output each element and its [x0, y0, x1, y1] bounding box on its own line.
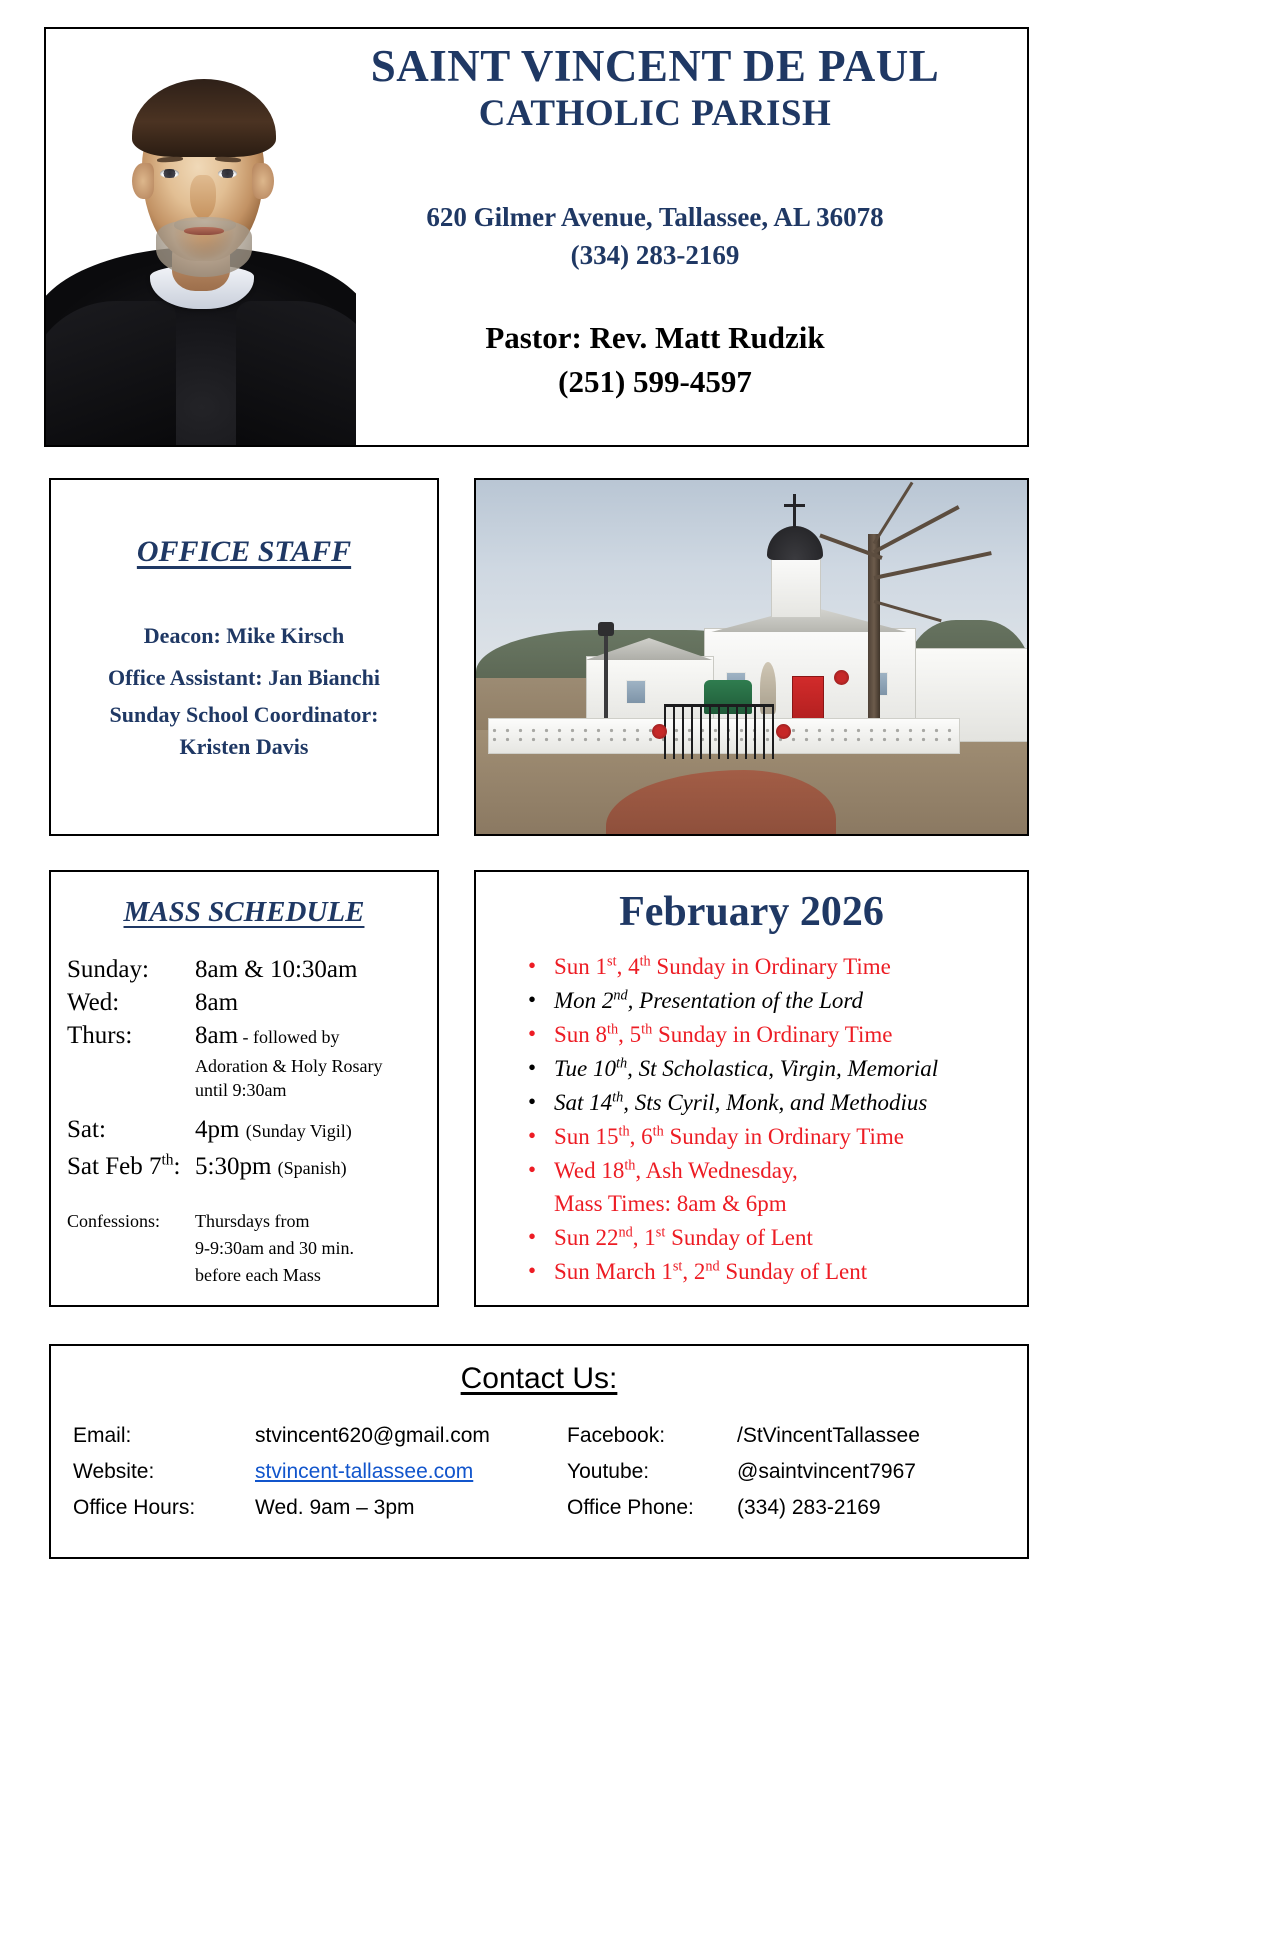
mass-label-saturday-spanish-colon: : — [173, 1153, 181, 1180]
contact-value: Wed. 9am – 3pm — [255, 1496, 415, 1519]
confessions-value — [195, 1208, 354, 1289]
monthly-calendar-panel — [474, 870, 1029, 1307]
calendar-event-ordinal: th — [612, 1089, 624, 1106]
contact-label: Office Phone: — [567, 1496, 694, 1519]
contact-label: Youtube: — [567, 1460, 650, 1483]
office-staff-list — [51, 615, 437, 763]
calendar-event-ordinal: nd — [618, 1224, 633, 1241]
calendar-event-ordinal: nd — [613, 987, 628, 1004]
mass-value-sunday: 8am & 10:30am — [195, 956, 358, 983]
calendar-event-ordinal: th — [618, 1123, 630, 1140]
calendar-event-date: Tue 10 — [554, 1056, 616, 1081]
calendar-event-item — [528, 1086, 1013, 1119]
calendar-event-text: , 6 — [629, 1124, 653, 1149]
contact-value: stvincent620@gmail.com — [255, 1424, 490, 1447]
confessions-row — [67, 1208, 437, 1289]
calendar-event-date: Sat 14 — [554, 1090, 613, 1115]
church-exterior-photo — [474, 478, 1029, 836]
calendar-event-date: Mon 2 — [554, 988, 614, 1013]
mass-value-saturday-spanish — [195, 1149, 347, 1186]
mass-label-saturday: Sat: — [67, 1116, 106, 1143]
contact-row — [567, 1490, 1005, 1526]
mass-label-saturday-spanish-date: Sat Feb 7 — [67, 1153, 162, 1180]
calendar-event-ordinal: th — [615, 1055, 628, 1072]
mass-thursday-sub1: Adoration & Holy Rosary — [195, 1056, 383, 1076]
calendar-event-ordinal: th — [624, 1157, 636, 1174]
staff-entry-deacon: Deacon: Mike Kirsch — [143, 623, 345, 648]
mass-schedule-heading: MASS SCHEDULE — [123, 896, 365, 928]
calendar-event-text: , 2 — [682, 1259, 706, 1284]
calendar-event-date: Wed 18 — [554, 1158, 625, 1183]
calendar-event-text: , Ash Wednesday, — [635, 1158, 798, 1183]
calendar-event-item — [528, 984, 1013, 1017]
mass-label-saturday-spanish — [67, 1149, 195, 1185]
confessions-line-3: before each Mass — [195, 1265, 321, 1285]
calendar-event-item — [528, 1018, 1013, 1051]
contact-row — [567, 1418, 1005, 1454]
mass-value-thursday — [195, 1019, 340, 1054]
contact-row — [73, 1418, 511, 1454]
mass-value-saturday-spanish-note: (Spanish) — [277, 1158, 347, 1178]
mass-row-sunday — [67, 953, 437, 986]
calendar-event-item — [528, 1154, 1013, 1220]
mass-value-saturday-note: (Sunday Vigil) — [245, 1121, 352, 1141]
parish-address: 620 Gilmer Avenue, Tallassee, AL 36078 — [426, 202, 884, 232]
calendar-event-text-2: Sunday in Ordinary Time — [650, 954, 891, 979]
calendar-event-subline: Mass Times: 8am & 6pm — [554, 1191, 787, 1216]
calendar-event-ordinal: st — [672, 1258, 683, 1275]
mass-schedule-rows — [51, 953, 437, 1289]
mass-row-thursday — [67, 1019, 437, 1054]
contact-label: Office Hours: — [73, 1496, 196, 1519]
mass-value-saturday — [195, 1112, 352, 1149]
mass-row-wednesday — [67, 986, 437, 1019]
calendar-month-title: February 2026 — [619, 889, 884, 935]
calendar-event-item — [528, 1221, 1013, 1254]
parish-phone: (334) 283-2169 — [570, 240, 740, 270]
mass-row-saturday — [67, 1112, 437, 1149]
mass-label-wednesday: Wed: — [67, 989, 120, 1016]
confessions-label: Confessions: — [67, 1211, 161, 1231]
contact-row — [567, 1454, 1005, 1490]
parish-name: SAINT VINCENT DE PAUL — [370, 41, 940, 91]
calendar-event-text: , 4 — [616, 954, 640, 979]
calendar-event-item — [528, 1255, 1013, 1288]
calendar-event-text: , St Scholastica, Virgin, Memorial — [627, 1056, 939, 1081]
mass-label-sunday: Sunday: — [67, 956, 149, 983]
staff-entry-sunday-school — [51, 699, 437, 763]
calendar-event-date: Sun 22 — [554, 1225, 619, 1250]
mass-value-wednesday: 8am — [195, 989, 239, 1016]
calendar-event-text-2: Sunday in Ordinary Time — [663, 1124, 904, 1149]
contact-value: (334) 283-2169 — [737, 1496, 881, 1519]
mass-label-thursday: Thurs: — [67, 1022, 133, 1049]
office-staff-heading: OFFICE STAFF — [136, 535, 352, 568]
pastor-phone: (251) 599-4597 — [558, 364, 752, 399]
calendar-event-ordinal-2: th — [641, 1021, 653, 1038]
calendar-event-date: Sun 1 — [554, 954, 608, 979]
calendar-event-date: Sun March 1 — [554, 1259, 673, 1284]
calendar-event-ordinal: st — [607, 953, 617, 970]
mass-label-saturday-spanish-sup: th — [161, 1151, 174, 1169]
calendar-event-item — [528, 1052, 1013, 1085]
calendar-event-date: Sun 8 — [554, 1022, 608, 1047]
contact-panel — [49, 1344, 1029, 1559]
staff-entry-office-assistant: Office Assistant: Jan Bianchi — [108, 665, 380, 690]
mass-row-saturday-spanish — [67, 1149, 437, 1186]
contact-label: Website: — [73, 1460, 155, 1483]
mass-value-thursday-note: - followed by — [238, 1027, 340, 1047]
calendar-event-item — [528, 1120, 1013, 1153]
mass-value-saturday-spanish-time: 5:30pm — [195, 1153, 272, 1180]
calendar-event-ordinal-2: th — [652, 1123, 664, 1140]
contact-column-left — [73, 1418, 511, 1526]
calendar-event-ordinal-2: st — [655, 1224, 666, 1241]
mass-schedule-panel — [49, 870, 439, 1307]
contact-label: Facebook: — [567, 1424, 666, 1447]
calendar-event-ordinal: th — [607, 1021, 619, 1038]
contact-value: /StVincentTallassee — [737, 1424, 920, 1447]
mass-value-thursday-time: 8am — [195, 1022, 239, 1049]
mass-value-saturday-time: 4pm — [195, 1116, 240, 1143]
parish-subtitle: CATHOLIC PARISH — [478, 93, 832, 134]
office-staff-panel — [49, 478, 439, 836]
calendar-event-text: , Presentation of the Lord — [627, 988, 863, 1013]
calendar-event-text-2: Sunday of Lent — [719, 1259, 868, 1284]
contact-column-right — [511, 1418, 1005, 1526]
contact-row — [73, 1454, 511, 1490]
calendar-event-text: , Sts Cyril, Monk, and Methodius — [623, 1090, 928, 1115]
calendar-event-ordinal-2: nd — [705, 1258, 720, 1275]
calendar-event-text: , 5 — [618, 1022, 642, 1047]
contact-link[interactable]: stvincent-tallassee.com — [255, 1460, 474, 1483]
contact-label: Email: — [73, 1424, 132, 1447]
calendar-event-text-2: Sunday in Ordinary Time — [652, 1022, 893, 1047]
contact-row — [73, 1490, 511, 1526]
confessions-line-1: Thursdays from — [195, 1211, 310, 1231]
sunday-school-coordinator-label: Sunday School Coordinator: — [109, 702, 379, 727]
confessions-line-2: 9-9:30am and 30 min. — [195, 1238, 354, 1258]
contact-value: @saintvincent7967 — [737, 1460, 916, 1483]
sunday-school-coordinator-name: Kristen Davis — [179, 734, 309, 759]
header-text-block — [300, 40, 1010, 404]
pastor-name: Pastor: Rev. Matt Rudzik — [485, 320, 825, 355]
contact-heading: Contact Us: — [460, 1362, 618, 1395]
calendar-event-date: Sun 15 — [554, 1124, 619, 1149]
calendar-event-text-2: Sunday of Lent — [665, 1225, 813, 1250]
calendar-event-text: , 1 — [632, 1225, 656, 1250]
mass-thursday-sub2: until 9:30am — [195, 1080, 287, 1100]
calendar-event-list — [476, 950, 1027, 1288]
calendar-event-ordinal-2: th — [639, 953, 651, 970]
calendar-event-item — [528, 950, 1013, 983]
